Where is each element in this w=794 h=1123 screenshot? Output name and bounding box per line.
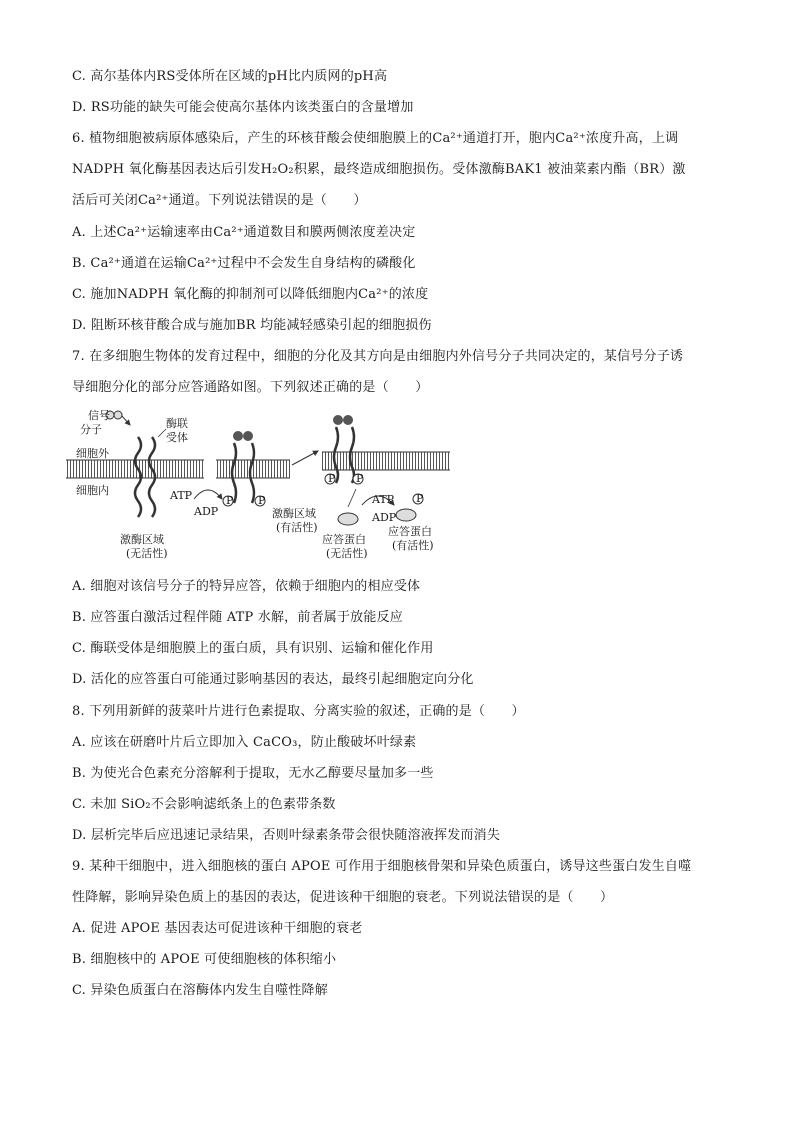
text-line: 6. 植物细胞被病原体感染后，产生的环核苷酸会使细胞膜上的Ca²⁺通道打开，胞内Ca²⁺浓度升高，上调: [72, 131, 679, 146]
text-line: C. 未加 SiO₂不会影响滤纸条上的色素带条数: [72, 797, 336, 812]
text-line: B. Ca²⁺通道在运输Ca²⁺过程中不会发生自身结构的磷酸化: [72, 256, 416, 271]
label-signal: 分子: [80, 423, 102, 436]
text-line: C. 施加NADPH 氧化酶的抑制剂可以降低细胞内Ca²⁺的浓度: [72, 287, 429, 302]
text-line: A. 促进 APOE 基因表达可促进该种干细胞的衰老: [72, 921, 363, 936]
response-protein-inactive: [338, 513, 358, 525]
text-line: A. 上述Ca²⁺运输速率由Ca²⁺通道数目和膜两侧浓度差决定: [72, 225, 416, 240]
label-response-inactive: (无活性): [326, 547, 368, 560]
label-receptor: 酶联: [166, 417, 188, 430]
text-line: D. RS功能的缺失可能会使高尔基体内该类蛋白的含量增加: [72, 100, 414, 115]
text-line: 导细胞分化的部分应答通路如图。下列叙述正确的是（ ）: [72, 380, 429, 395]
cell-membrane: [66, 452, 450, 478]
text-line: D. 层析完毕后应迅速记录结果，否则叶绿素条带会很快随溶液挥发而消失: [72, 828, 501, 843]
text-line: NADPH 氧化酶基因表达后引发H₂O₂积累，最终造成细胞损伤。受体激酶BAK1 被油菜素内酯（BR）激: [72, 162, 686, 177]
label-inside: 细胞内: [76, 484, 109, 497]
p-label: P: [356, 472, 364, 485]
text-line: D. 阻断环核苷酸合成与施加BR 均能减轻感染引起的细胞损伤: [72, 318, 432, 333]
label-receptor: 受体: [166, 431, 188, 444]
p-label: P: [416, 492, 424, 505]
text-line: B. 应答蛋白激活过程伴随 ATP 水解，前者属于放能反应: [72, 610, 403, 625]
label-kinase-inactive: (无活性): [126, 547, 168, 560]
text-line: C. 高尔基体内RS受体所在区域的pH比内质网的pH高: [72, 69, 388, 84]
p-label: P: [258, 494, 266, 507]
text-line: D. 活化的应答蛋白可能通过影响基因的表达，最终引起细胞定向分化: [72, 672, 474, 687]
p-label: P: [226, 494, 234, 507]
label-kinase-active: 激酶区域: [272, 507, 316, 520]
label-adp: ADP: [372, 511, 397, 524]
step-arrow: [292, 451, 318, 465]
signal-pathway-diagram: [66, 407, 456, 567]
label-response-active: (有活性): [392, 539, 434, 552]
response-protein-active: [396, 509, 416, 521]
text-line: C. 酶联受体是细胞膜上的蛋白质，具有识别、运输和催化作用: [72, 641, 434, 656]
text-line: B. 为使光合色素充分溶解利于提取，无水乙醇要尽量加多一些: [72, 766, 434, 781]
text-line: A. 细胞对该信号分子的特异应答，依赖于细胞内的相应受体: [72, 579, 421, 594]
text-line: 8. 下列用新鲜的菠菜叶片进行色素提取、分离实验的叙述，正确的是（ ）: [72, 704, 525, 719]
text-line: 性降解，影响异染色质上的基因的表达，促进该种干细胞的衰老。下列说法错误的是（ ）: [72, 890, 614, 905]
label-response-inactive: 应答蛋白: [322, 533, 366, 546]
text-line: 9. 某种干细胞中，进入细胞核的蛋白 APOE 可作用于细胞核骨架和异染色质蛋白，诱导这些蛋白发生自噬: [72, 859, 692, 874]
phosphorylation-arrow: [194, 490, 222, 499]
text-line: 7. 在多细胞生物体的发育过程中，细胞的分化及其方向是由细胞内外信号分子共同决定的，某信号分子诱: [72, 349, 684, 364]
label-kinase-inactive: 激酶区域: [120, 533, 164, 546]
text-line: B. 细胞核中的 APOE 可使细胞核的体积缩小: [72, 952, 337, 967]
label-response-active: 应答蛋白: [388, 525, 432, 538]
label-outside: 细胞外: [76, 447, 109, 460]
text-line: C. 异染色质蛋白在溶酶体内发生自噬性降解: [72, 983, 328, 998]
label-atp: ATP: [170, 489, 193, 502]
label-adp: ADP: [194, 505, 219, 518]
text-line: A. 应该在研磨叶片后立即加入 CaCO₃，防止酸破坏叶绿素: [72, 735, 417, 750]
label-signal: 信号: [88, 409, 110, 422]
label-kinase-active: (有活性): [276, 521, 318, 534]
text-line: 活后可关闭Ca²⁺通道。下列说法错误的是（ ）: [72, 193, 367, 208]
p-label: P: [328, 472, 336, 485]
label-atp: ATP: [372, 493, 395, 506]
